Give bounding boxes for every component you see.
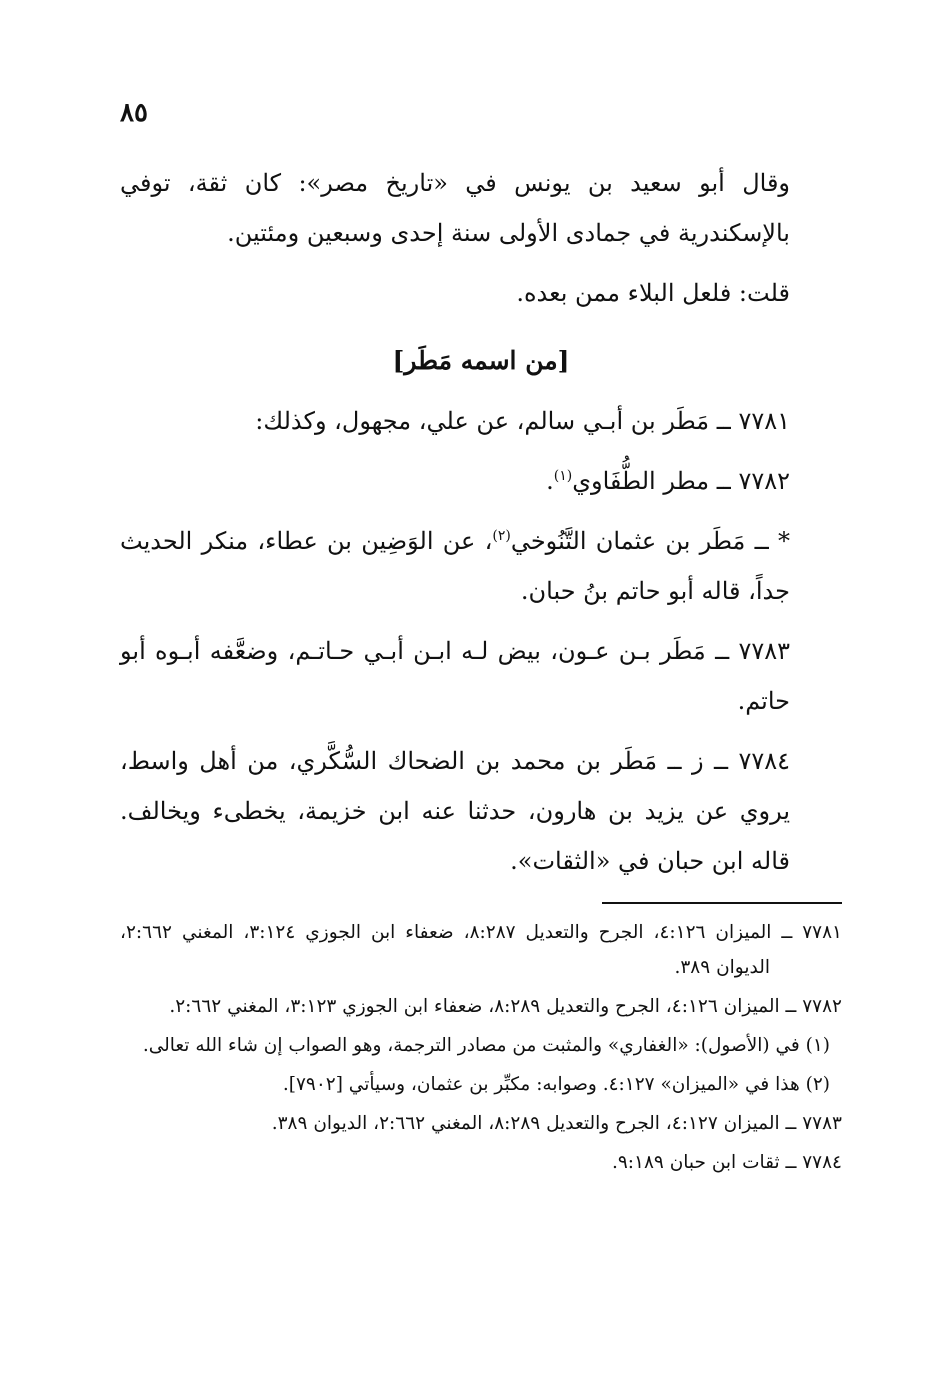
main-text — [120, 158, 842, 896]
entry-7782 — [120, 456, 842, 506]
footnote-7783: ٧٧٨٣ ــ الميزان ٤:١٢٧، الجرح والتعديل ٨:٢٨٩، المغني ٢:٦٦٢، الديوان ٣٨٩. — [271, 1113, 842, 1134]
footnote-divider — [602, 902, 842, 904]
footnote-ref-2: (٢) — [492, 528, 511, 544]
entry-star-matar-uthman — [120, 516, 842, 616]
footnote-ref-1: (١) — [553, 468, 573, 484]
entry-7781: ٧٧٨١ ــ مَطَر بن أبـي سالم، عن علي، مجهول، وكذلك: — [255, 407, 790, 435]
entry-star-text-b: ، عن الوَضِين بن عطاء، منكر الحديث جداً، قاله أبو حاتم بنُ حبان. — [120, 527, 790, 605]
entry-7782-text: ٧٧٨٢ ــ مطر الطُّفَاوي — [572, 467, 790, 495]
entry-7784: ٧٧٨٤ ــ ز ــ مَطَر بن محمد بن الضحاك السُّكَّري، من أهل واسط، يروي عن يزيد بن هارون، حدثنا عنه ابن خزيمة، يخطىء ويخالف. قاله ابن حبان في «الثقات». — [120, 747, 790, 875]
section-heading: [من اسمه مَطَر] — [392, 346, 570, 375]
footnote-note-2: (٢) هذا في «الميزان» ٤:١٢٧. وصوابه: مكبِّر بن عثمان، وسيأتي [٧٩٠٢]. — [282, 1074, 830, 1095]
entry-7782-end: . — [546, 467, 554, 495]
footnote-7781: ٧٧٨١ ــ الميزان ٤:١٢٦، الجرح والتعديل ٨:٢٨٧، ضعفاء ابن الجوزي ٣:١٢٤، المغني ٢:٦٦٢، الديوان ٣٨٩. — [120, 922, 842, 978]
entry-star-text-a: * ــ مَطَر بن عثمان التَّنُوخي — [510, 527, 790, 555]
footnote-note-1: (١) في (الأصول): «الغفاري» والمثبت من مصادر الترجمة، وهو الصواب إن شاء الله تعالى. — [142, 1035, 830, 1056]
entry-7783: ٧٧٨٣ ــ مَطَر بـن عـون، بيض لـه ابـن أبـي حـاتـم، وضعَّفه أبـوه أبو حاتم. — [120, 637, 790, 715]
paragraph-comment: قلت: فلعل البلاء ممن بعده. — [516, 279, 790, 307]
page-number: ٨٥ — [120, 98, 148, 128]
footnote-7782: ٧٧٨٢ ــ الميزان ٤:١٢٦، الجرح والتعديل ٨:٢٨٩، ضعفاء ابن الجوزي ٣:١٢٣، المغني ٢:٦٦٢. — [169, 996, 842, 1017]
paragraph-ibn-yunus: وقال أبو سعيد بن يونس في «تاريخ مصر»: كان ثقة، توفي بالإسكندرية في جمادى الأولى سنة إحدى وسبعين ومئتين. — [120, 169, 790, 247]
footnotes — [120, 915, 842, 1184]
footnote-7784: ٧٧٨٤ ــ ثقات ابن حبان ٩:١٨٩. — [611, 1152, 842, 1173]
